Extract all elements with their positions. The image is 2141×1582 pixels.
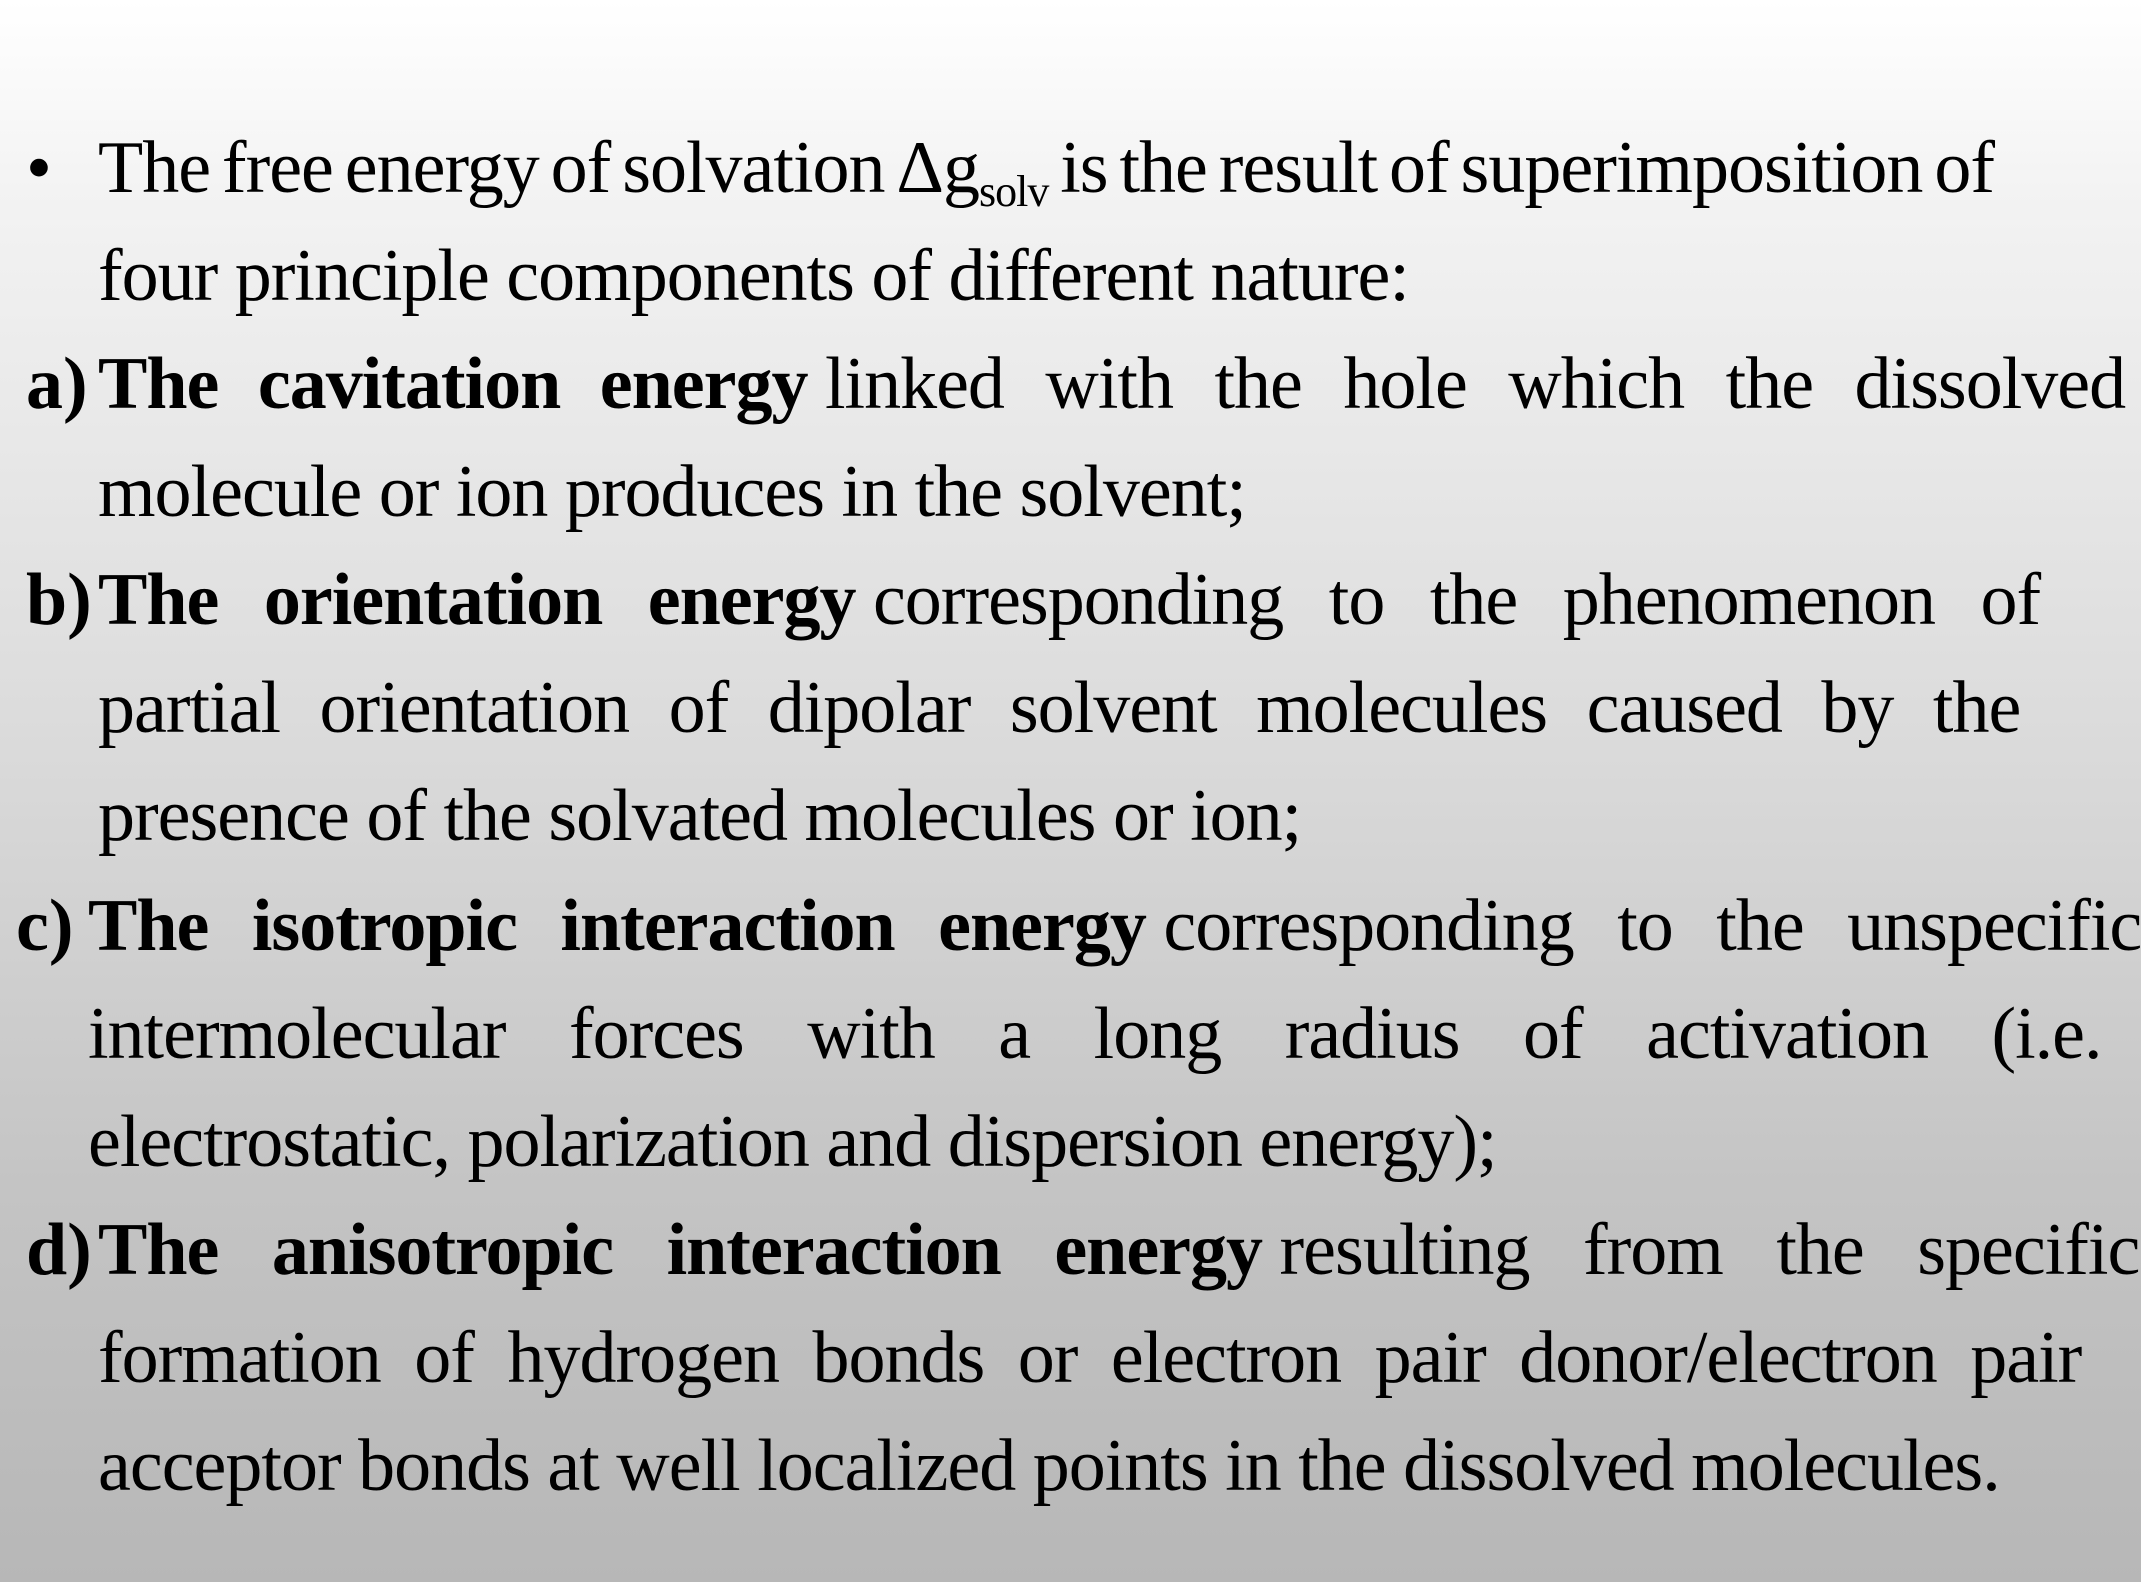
delta-g: Δg (896, 127, 979, 209)
word: of (1934, 127, 1994, 209)
item-c-line-3: electrostatic, polarization and dispersion energy); (88, 1101, 1497, 1183)
item-b-marker: b) (26, 559, 92, 641)
item-d-line-3: acceptor bonds at well localized points in the dissolved molecules. (98, 1425, 2000, 1507)
item-d-title: The anisotropic interaction energy (98, 1209, 1263, 1291)
word: is (1060, 127, 1108, 209)
word: the (1119, 127, 1207, 209)
bullet-marker: • (26, 127, 52, 209)
delta-g-solv (896, 114, 1048, 222)
item-a-marker: a) (26, 343, 88, 425)
word: of (550, 127, 611, 209)
item-c-line-2: intermolecular forces with a long radius of activation (i.e. (88, 993, 2102, 1075)
bullet-line-1 (98, 114, 1994, 222)
item-d-line-2: formation of hydrogen bonds or electron pair donor/electron pair (98, 1317, 2082, 1399)
item-c-marker: c) (16, 885, 74, 967)
item-a-title: The cavitation energy (98, 343, 808, 425)
word: of (1389, 127, 1449, 209)
word: superimposition (1460, 127, 1923, 209)
item-c-title: The isotropic interaction energy (88, 885, 1146, 967)
item-d-rest: resulting from the specific (1279, 1209, 2140, 1291)
bullet-line-2: four principle components of different nature: (98, 235, 1409, 317)
item-c-rest: corresponding to the unspecific (1163, 885, 2141, 967)
solv-subscript: solv (978, 167, 1049, 216)
item-c-line-1 (88, 872, 2141, 980)
word: free (221, 127, 333, 209)
word: energy (344, 127, 539, 209)
word: solvation (622, 127, 885, 209)
word: result (1218, 127, 1378, 209)
item-a-line-2: molecule or ion produces in the solvent; (98, 451, 1246, 533)
item-b-line-3: presence of the solvated molecules or ion; (98, 775, 1302, 857)
item-a-line-1 (98, 330, 2126, 438)
item-d-marker: d) (26, 1209, 92, 1291)
item-a-rest: linked with the hole which the dissolved (824, 343, 2126, 425)
item-b-title: The orientation energy (98, 559, 856, 641)
item-b-line-1 (98, 546, 2041, 654)
item-b-line-2: partial orientation of dipolar solvent molecules caused by the (98, 667, 2021, 749)
item-d-line-1 (98, 1196, 2140, 1304)
word: The (98, 127, 211, 209)
item-b-rest: corresponding to the phenomenon of (872, 559, 2041, 641)
